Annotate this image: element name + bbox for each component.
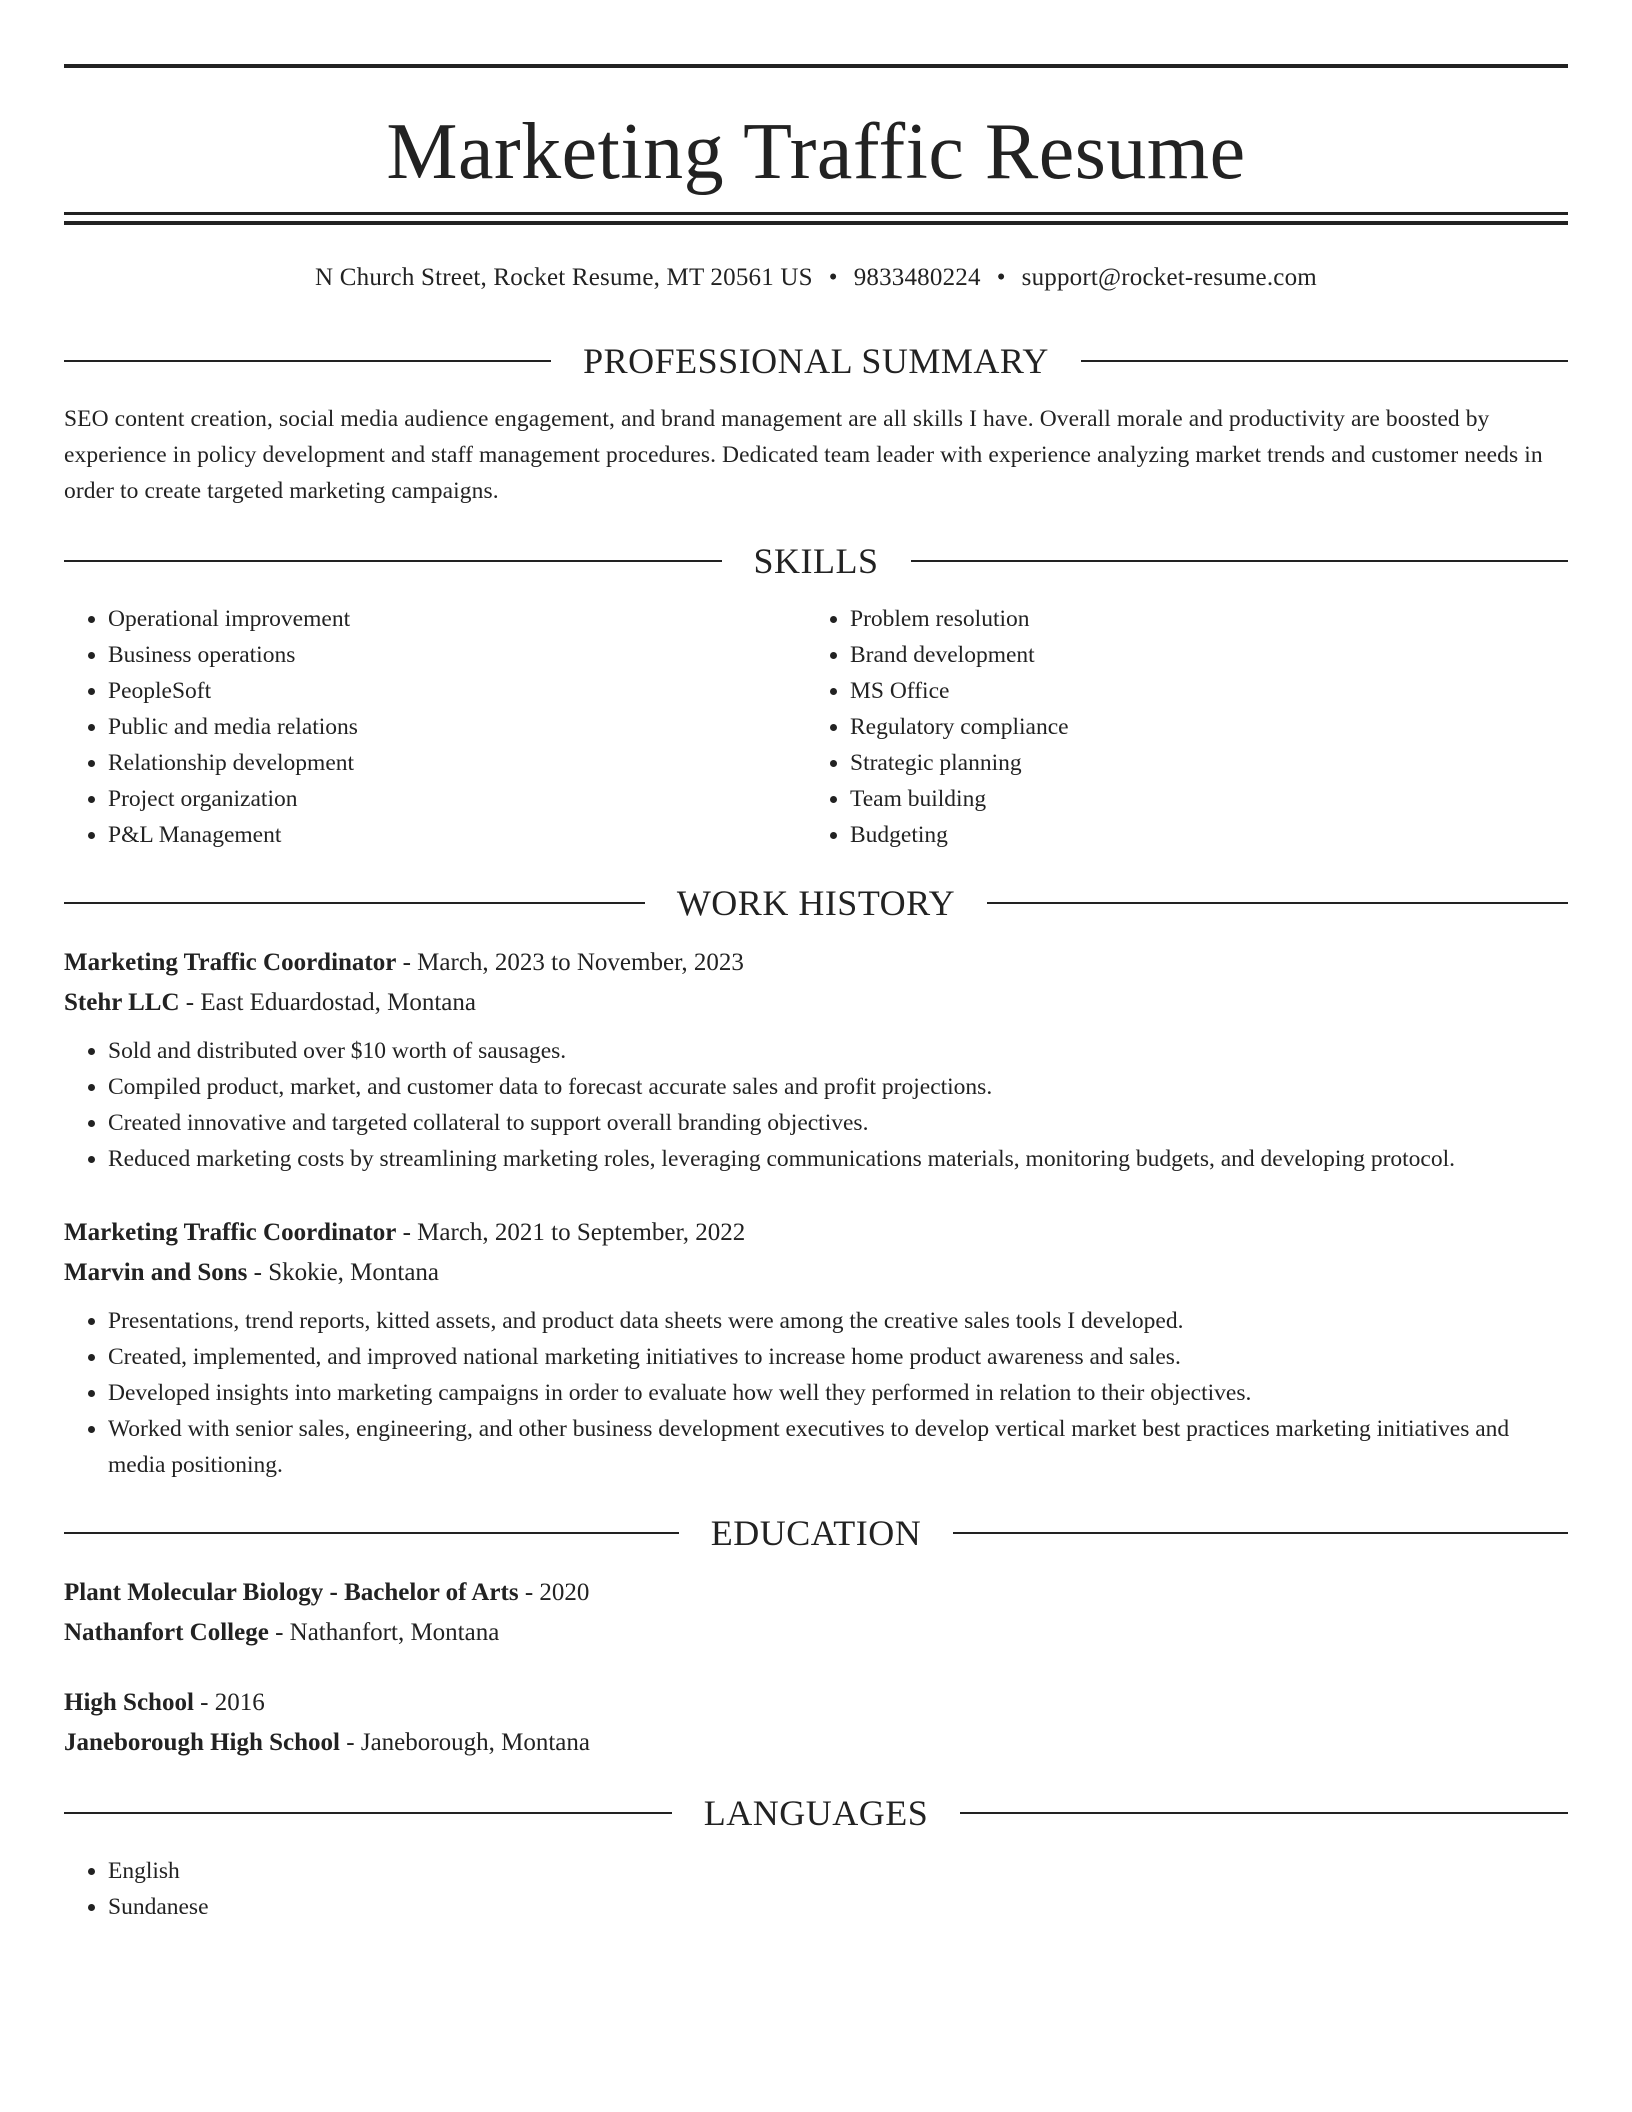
- heading-rule-right: [911, 560, 1569, 562]
- education-degree: Plant Molecular Biology - Bachelor of Arts: [64, 1579, 519, 1606]
- summary-text: SEO content creation, social media audience engagement, and brand management are all skills I have. Overall morale and productivity are boosted by experience in policy development and staff management procedures. Dedicated team leader with experience analyzing market trends and customer needs in order to create targeted marketing campaigns.: [64, 406, 1543, 504]
- top-rule: [64, 64, 1568, 68]
- skill-item: • Brand development: [850, 637, 1548, 673]
- skill-item: • Relationship development: [108, 745, 806, 781]
- job-company: Stehr LLC: [64, 989, 180, 1016]
- education-year: - 2016: [193, 1689, 265, 1716]
- education-entry: [64, 1683, 1568, 1763]
- language-item: • English: [108, 1853, 1568, 1889]
- section-title: EDUCATION: [710, 1513, 922, 1553]
- heading-rule-right: [953, 1532, 1568, 1534]
- job-duty: • Developed insights into marketing campaigns in order to evaluate how well they performed in relation to their objectives.: [108, 1375, 1568, 1411]
- contact-phone: 9833480224: [853, 264, 981, 291]
- heading-rule-right: [987, 902, 1568, 904]
- title-rule-upper: [64, 212, 1568, 215]
- section-heading-languages: [64, 1791, 1568, 1835]
- job-dates: - March, 2023 to November, 2023: [396, 949, 744, 976]
- section-title: PROFESSIONAL SUMMARY: [583, 341, 1049, 381]
- job-title: Marketing Traffic Coordinator: [64, 949, 397, 976]
- contact-separator: •: [996, 264, 1006, 291]
- skills-column-left: [64, 601, 806, 853]
- section-title: LANGUAGES: [703, 1793, 929, 1833]
- education-school-line: [64, 1613, 1568, 1653]
- job-title-line: [64, 1213, 1568, 1253]
- contact-address: N Church Street, Rocket Resume, MT 20561 US: [315, 264, 813, 291]
- languages-list: [64, 1853, 1568, 1925]
- education-location: - Janeborough, Montana: [340, 1729, 590, 1756]
- job-title-line: [64, 943, 1568, 983]
- job-duty: • Presentations, trend reports, kitted assets, and product data sheets were among the creative sales tools I developed.: [108, 1303, 1568, 1339]
- skill-item: • Strategic planning: [850, 745, 1548, 781]
- section-heading-education: [64, 1511, 1568, 1555]
- job-duty: • Created innovative and targeted collateral to support overall branding objectives.: [108, 1105, 1568, 1141]
- section-heading-summary: [64, 339, 1568, 383]
- heading-rule-left: [64, 902, 645, 904]
- heading-rule-left: [64, 560, 722, 562]
- job-duties: [64, 1303, 1568, 1483]
- skill-item: • MS Office: [850, 673, 1548, 709]
- heading-rule-right: [1081, 360, 1568, 362]
- section-title: WORK HISTORY: [676, 883, 956, 923]
- resume-page: [64, 64, 1568, 1925]
- section-heading-skills: [64, 539, 1568, 583]
- skill-item: • Operational improvement: [108, 601, 806, 637]
- contact-email: support@rocket-resume.com: [1021, 264, 1317, 291]
- job-location: - Skokie, Montana: [247, 1259, 440, 1286]
- job-entry: [64, 1213, 1568, 1483]
- education-degree: High School: [64, 1689, 194, 1716]
- skills-list: [64, 601, 1568, 853]
- job-entry: [64, 943, 1568, 1177]
- section-title: SKILLS: [753, 541, 879, 581]
- heading-rule-left: [64, 1812, 672, 1814]
- job-duty: • Reduced marketing costs by streamlining marketing roles, leveraging communications materials, monitoring budgets, and developing protocol.: [108, 1141, 1568, 1177]
- contact-separator: •: [828, 264, 838, 291]
- skill-item: • Team building: [850, 781, 1548, 817]
- skill-item: • Regulatory compliance: [850, 709, 1548, 745]
- job-duty: • Compiled product, market, and customer data to forecast accurate sales and profit projections.: [108, 1069, 1568, 1105]
- skill-item: • PeopleSoft: [108, 673, 806, 709]
- section-heading-work-history: [64, 881, 1568, 925]
- job-company-line: [64, 1253, 1568, 1293]
- education-location: - Nathanfort, Montana: [268, 1619, 500, 1646]
- title-rule-lower: [64, 221, 1568, 225]
- skills-column-right: [806, 601, 1548, 853]
- job-company: Marvin and Sons: [64, 1259, 248, 1286]
- job-title: Marketing Traffic Coordinator: [64, 1219, 397, 1246]
- job-dates: - March, 2021 to September, 2022: [396, 1219, 746, 1246]
- education-degree-line: [64, 1683, 1568, 1723]
- skill-item: • Budgeting: [850, 817, 1548, 853]
- job-duty: • Worked with senior sales, engineering, and other business development executives to develop vertical market best practices marketing initiatives and media positioning.: [108, 1411, 1568, 1483]
- heading-rule-left: [64, 1532, 679, 1534]
- job-duty: • Sold and distributed over $10 worth of sausages.: [108, 1033, 1568, 1069]
- education-degree-line: [64, 1573, 1568, 1613]
- job-location: - East Eduardostad, Montana: [179, 989, 476, 1016]
- education-year: - 2020: [518, 1579, 590, 1606]
- job-duty: • Created, implemented, and improved national marketing initiatives to increase home product awareness and sales.: [108, 1339, 1568, 1375]
- job-company-line: [64, 983, 1568, 1023]
- resume-title: Marketing Traffic Resume: [386, 108, 1246, 196]
- skill-item: • P&L Management: [108, 817, 806, 853]
- education-school: Janeborough High School: [64, 1729, 341, 1756]
- skill-item: • Project organization: [108, 781, 806, 817]
- skill-item: • Problem resolution: [850, 601, 1548, 637]
- job-duties: [64, 1033, 1568, 1177]
- skill-item: • Business operations: [108, 637, 806, 673]
- heading-rule-left: [64, 360, 551, 362]
- heading-rule-right: [960, 1812, 1568, 1814]
- education-entry: [64, 1573, 1568, 1653]
- education-school: Nathanfort College: [64, 1619, 269, 1646]
- language-item: • Sundanese: [108, 1889, 1568, 1925]
- contact-line: [64, 261, 1568, 295]
- education-school-line: [64, 1723, 1568, 1763]
- skill-item: • Public and media relations: [108, 709, 806, 745]
